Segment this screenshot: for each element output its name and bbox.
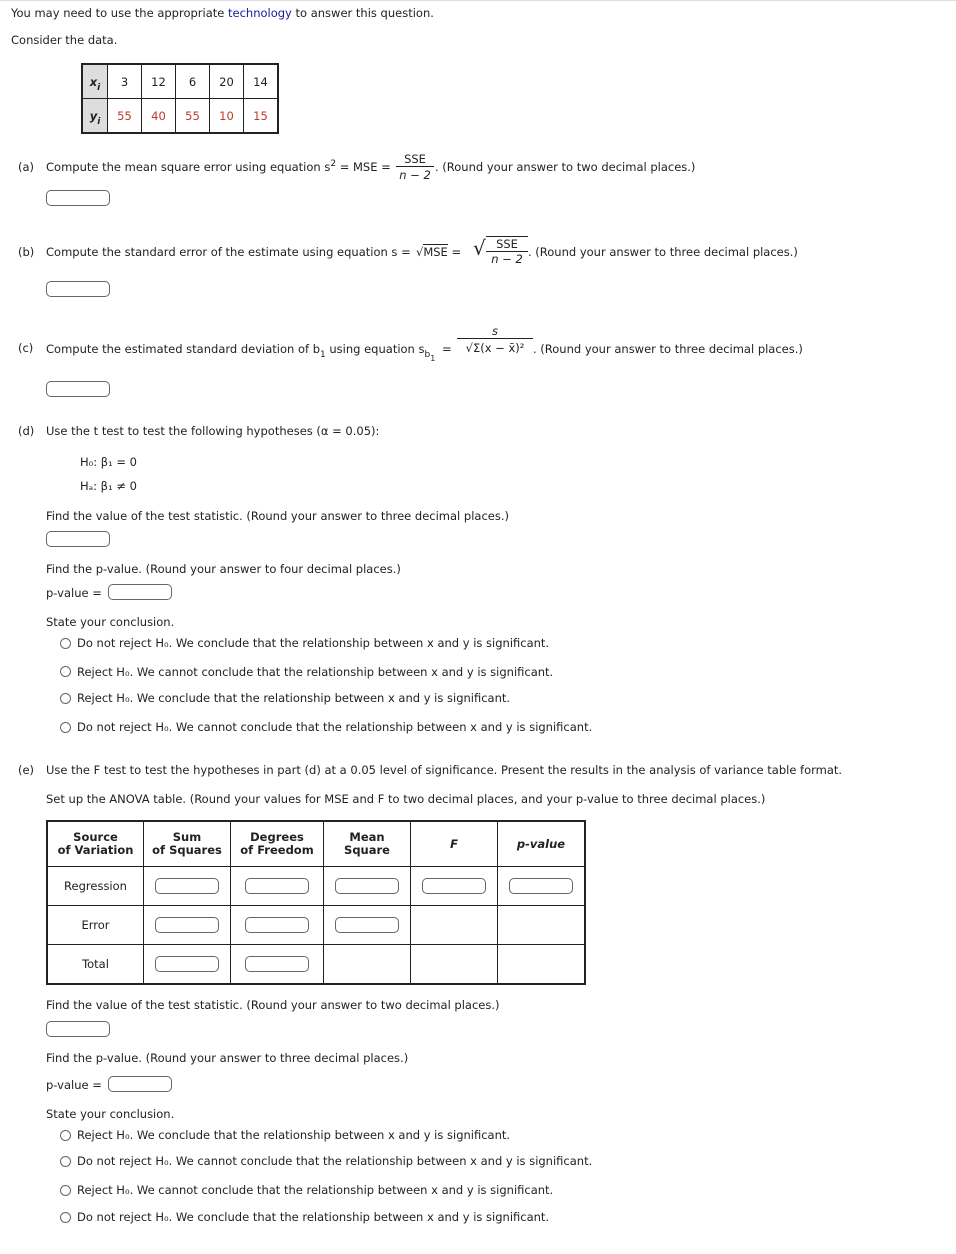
f-conclusion-option: Reject H₀. We conclude that the relationship between x and y is significant. bbox=[77, 1128, 511, 1142]
part-c-question: Compute the estimated standard deviation of $b_1$ using equation $s_{b1}$ bbox=[46, 342, 436, 363]
f-conclusion-radio[interactable] bbox=[60, 1156, 71, 1167]
y-value: 40 bbox=[142, 99, 176, 134]
f-conclusion-question: State your conclusion. bbox=[46, 1107, 175, 1121]
part-a-round: . (Round your answer to two decimal places.) bbox=[435, 160, 696, 174]
ss-error-input[interactable] bbox=[155, 917, 219, 933]
x-value: 3 bbox=[108, 64, 142, 99]
x-value: 20 bbox=[210, 64, 244, 99]
x-value: 6 bbox=[176, 64, 210, 99]
intro-line bbox=[11, 6, 434, 20]
row-label: Error bbox=[47, 906, 144, 945]
col-f: F bbox=[411, 821, 498, 867]
part-d-question: Use the t test to test the following hypotheses (α = 0.05): bbox=[46, 424, 380, 438]
anova-row-total bbox=[47, 945, 585, 985]
pvalue-table-input[interactable] bbox=[509, 878, 573, 894]
f-conclusion-option: Do not reject H₀. We conclude that the relationship between x and y is significant. bbox=[77, 1210, 550, 1224]
ms-regression-input[interactable] bbox=[335, 878, 399, 894]
t-conclusion-radio[interactable] bbox=[60, 666, 71, 677]
col-pvalue: p-value bbox=[498, 821, 586, 867]
f-pvalue-input[interactable] bbox=[108, 1076, 172, 1092]
sqrt-symbol: √ bbox=[473, 236, 486, 260]
x-header: $x_i$ bbox=[82, 64, 108, 99]
part-c-fraction: $\frac{s}{\text{√Σ(x − x̄)²}}$ bbox=[457, 324, 533, 355]
anova-row-error bbox=[47, 906, 585, 945]
std-dev-b1-answer-input[interactable] bbox=[46, 381, 110, 397]
mse-answer-input[interactable] bbox=[46, 190, 110, 206]
f-conclusion-option: Do not reject H₀. We cannot conclude that the relationship between x and y is significant. bbox=[77, 1154, 593, 1168]
row-label: Regression bbox=[47, 867, 144, 906]
anova-table bbox=[46, 820, 586, 985]
null-hypothesis: H₀: β₁ = 0 bbox=[80, 455, 138, 469]
t-conclusion-radio[interactable] bbox=[60, 693, 71, 704]
y-value: 55 bbox=[176, 99, 210, 134]
df-total-input[interactable] bbox=[245, 956, 309, 972]
x-row bbox=[82, 64, 278, 99]
df-error-input[interactable] bbox=[245, 917, 309, 933]
t-stat-question: Find the value of the test statistic. (Round your answer to three decimal places.) bbox=[46, 509, 509, 523]
y-value: 55 bbox=[108, 99, 142, 134]
consider-text: Consider the data. bbox=[11, 33, 118, 47]
col-df: Degrees of Freedom bbox=[231, 821, 324, 867]
intro-text: You may need to use the appropriate bbox=[11, 6, 225, 20]
part-e-question: Use the F test to test the hypotheses in part (d) at a 0.05 level of significance. Present the results in the analysis of variance table format. bbox=[46, 763, 843, 777]
y-value: 10 bbox=[210, 99, 244, 134]
f-stat-answer-input[interactable] bbox=[46, 1021, 110, 1037]
f-pvalue-question: Find the p-value. (Round your answer to three decimal places.) bbox=[46, 1051, 409, 1065]
data-table bbox=[81, 63, 279, 134]
t-conclusion-option: Do not reject H₀. We cannot conclude that the relationship between x and y is significant. bbox=[77, 720, 593, 734]
t-conclusion-option: Do not reject H₀. We conclude that the relationship between x and y is significant. bbox=[77, 636, 550, 650]
f-stat-question: Find the value of the test statistic. (Round your answer to two decimal places.) bbox=[46, 998, 500, 1012]
t-conclusion-option: Reject H₀. We conclude that the relationship between x and y is significant. bbox=[77, 691, 511, 705]
sqrt-mse: √MSE = bbox=[416, 245, 462, 259]
ss-total-input[interactable] bbox=[155, 956, 219, 972]
col-source: Source of Variation bbox=[47, 821, 144, 867]
part-a-fraction: SSE n − 2 bbox=[396, 152, 434, 182]
part-a-question: Compute the mean square error using equation $s^2$ = MSE = bbox=[46, 159, 391, 174]
f-conclusion-radio[interactable] bbox=[60, 1130, 71, 1141]
ss-regression-input[interactable] bbox=[155, 878, 219, 894]
t-conclusion-question: State your conclusion. bbox=[46, 615, 175, 629]
f-input[interactable] bbox=[422, 878, 486, 894]
col-sum-squares: Sum of Squares bbox=[144, 821, 231, 867]
df-regression-input[interactable] bbox=[245, 878, 309, 894]
intro-text-end: to answer this question. bbox=[295, 6, 434, 20]
part-b-fraction: SSE n − 2 bbox=[486, 236, 528, 266]
t-pvalue-question: Find the p-value. (Round your answer to four decimal places.) bbox=[46, 562, 401, 576]
y-row bbox=[82, 99, 278, 134]
t-stat-answer-input[interactable] bbox=[46, 531, 110, 547]
col-mean-square: Mean Square bbox=[324, 821, 411, 867]
y-header: $y_i$ bbox=[82, 99, 108, 134]
part-c-label: (c) bbox=[18, 341, 34, 355]
y-value: 15 bbox=[244, 99, 279, 134]
t-conclusion-radio[interactable] bbox=[60, 638, 71, 649]
ms-error-input[interactable] bbox=[335, 917, 399, 933]
part-c-eq: = bbox=[442, 342, 452, 356]
anova-header-row bbox=[47, 821, 585, 867]
x-value: 14 bbox=[244, 64, 279, 99]
anova-row-regression bbox=[47, 867, 585, 906]
f-conclusion-radio[interactable] bbox=[60, 1212, 71, 1223]
technology-link[interactable]: technology bbox=[228, 6, 292, 20]
f-conclusion-radio[interactable] bbox=[60, 1185, 71, 1196]
f-pvalue-label: p-value = bbox=[46, 1078, 102, 1092]
part-b-label: (b) bbox=[18, 245, 35, 259]
anova-setup-text: Set up the ANOVA table. (Round your values for MSE and F to two decimal places, and your p-value to three decimal places.) bbox=[46, 792, 766, 806]
part-d-label: (d) bbox=[18, 424, 35, 438]
part-b-question: Compute the standard error of the estimate using equation s = bbox=[46, 245, 411, 259]
t-pvalue-label: p-value = bbox=[46, 586, 102, 600]
x-value: 12 bbox=[142, 64, 176, 99]
top-divider bbox=[0, 0, 956, 1]
part-a-label: (a) bbox=[18, 160, 35, 174]
t-conclusion-radio[interactable] bbox=[60, 722, 71, 733]
t-conclusion-option: Reject H₀. We cannot conclude that the relationship between x and y is significant. bbox=[77, 665, 554, 679]
alt-hypothesis: Hₐ: β₁ ≠ 0 bbox=[80, 479, 137, 493]
part-c-round: . (Round your answer to three decimal places.) bbox=[533, 342, 803, 356]
part-b-round: . (Round your answer to three decimal places.) bbox=[528, 245, 798, 259]
t-pvalue-input[interactable] bbox=[108, 584, 172, 600]
f-conclusion-option: Reject H₀. We cannot conclude that the relationship between x and y is significant. bbox=[77, 1183, 554, 1197]
part-e-label: (e) bbox=[18, 763, 35, 777]
std-error-answer-input[interactable] bbox=[46, 281, 110, 297]
row-label: Total bbox=[47, 945, 144, 985]
